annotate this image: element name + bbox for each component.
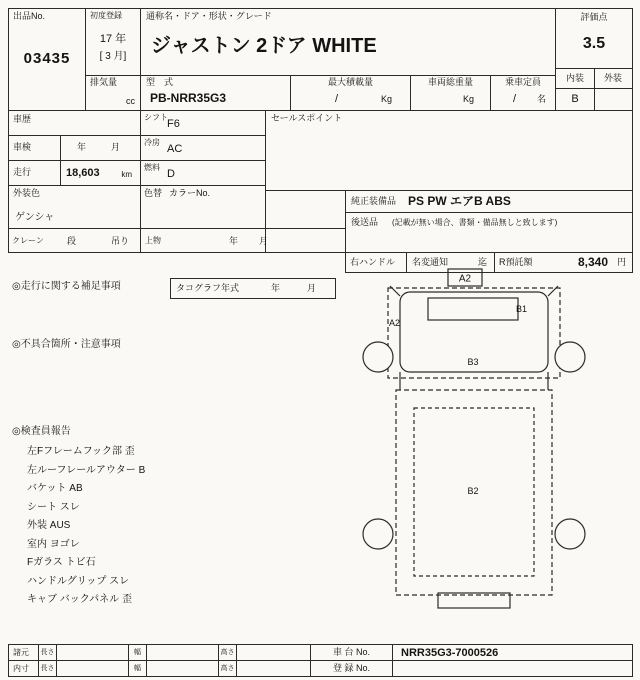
inner-width-value-cell <box>146 660 219 677</box>
inspector-report-item: バケット AB <box>27 483 83 494</box>
diagram-label-a2-left: A2 <box>389 318 401 328</box>
inspection-value-cell <box>60 135 141 161</box>
history-cell <box>8 110 141 136</box>
gross-weight-cell <box>410 75 491 111</box>
gross-weight-unit: Kg <box>462 94 474 104</box>
exterior-label: 外装 <box>603 73 622 83</box>
later-items-cell <box>345 212 633 253</box>
equipment-cell <box>345 190 633 213</box>
mileage-label: 走行 <box>13 167 32 177</box>
fuel-label: 燃料 <box>144 163 160 172</box>
inner-height-label: 高さ <box>220 665 235 672</box>
inner-width-label: 幅 <box>134 665 141 672</box>
equipment-label: 純正装備品 <box>351 196 397 206</box>
shift-cell <box>140 110 266 136</box>
max-load-cell <box>290 75 411 111</box>
cooling-value: AC <box>167 143 183 155</box>
inspector-report-item: 左ルーフレールアウター B <box>27 464 146 476</box>
vehicle-name: ジャストン 2ドア WHITE <box>151 35 377 57</box>
crane-label: クレーン <box>12 236 44 245</box>
chassis-value-cell <box>392 644 633 661</box>
color-change-cell <box>140 185 266 229</box>
first-registration-label: 初度登録 <box>90 11 122 20</box>
interior-grade: B <box>571 93 579 105</box>
vehicle-damage-diagram <box>340 262 635 640</box>
inspector-report-list <box>27 443 145 610</box>
crane-step-label: 段 <box>67 236 77 246</box>
displacement-label: 排気量 <box>90 77 118 87</box>
inner-length-value-cell <box>56 660 129 677</box>
mileage-value-cell <box>60 160 141 186</box>
diagram-label-a2-top: A2 <box>458 273 472 285</box>
inspector-report-item: 室内 ヨゴレ <box>27 538 80 550</box>
later-items-note: (記載が無い場合、書類・備品無しと致します) <box>392 218 558 227</box>
until-label: 迄 <box>478 257 488 267</box>
score-label: 評価点 <box>580 12 608 22</box>
spec-width-label-cell <box>128 644 147 661</box>
vehicle-name-cell <box>140 8 556 76</box>
upper-body-cell <box>140 228 346 253</box>
color-change-label: 色替 <box>144 188 163 198</box>
inspector-report-item: 左Fフレームフック部 歪 <box>27 446 135 457</box>
inner-width-label-cell <box>128 660 147 677</box>
inspector-title: ◎検査員報告 <box>12 426 71 437</box>
upper-body-label: 上物 <box>145 236 161 245</box>
spec-label-cell <box>8 644 39 661</box>
mileage-unit: km <box>121 170 132 179</box>
inner-length-label-cell <box>38 660 57 677</box>
exhibit-no-value: 03435 <box>23 50 71 67</box>
inner-height-value-cell <box>236 660 311 677</box>
exterior-color-label: 外装色 <box>13 188 41 198</box>
exterior-color-value: ゲンシャ <box>15 212 55 223</box>
model-label: 型 式 <box>146 77 174 87</box>
interior-label: 内装 <box>565 73 584 83</box>
registration-label-cell <box>310 660 393 677</box>
capacity-label: 乗車定員 <box>504 77 541 87</box>
sales-point-label: セールスポイント <box>271 113 343 123</box>
spec-length-label: 長さ <box>40 649 55 656</box>
vehicle-name-header: 通称名・ドア・形状・グレード <box>146 11 272 21</box>
deposit-unit: 円 <box>616 257 626 267</box>
handle-label: 右ハンドル <box>350 257 396 267</box>
deposit-value: 8,340 <box>577 255 608 269</box>
displacement-unit: cc <box>126 96 135 107</box>
color-no-label: カラーNo. <box>169 188 211 198</box>
model-cell <box>140 75 291 111</box>
sales-point-cell <box>265 110 633 191</box>
equipment-value: PS PW エアB ABS <box>408 194 511 208</box>
registration-value-cell <box>392 660 633 677</box>
spec-height-label-cell <box>218 644 237 661</box>
diagram-label-b3: B3 <box>467 357 479 367</box>
diagram-label-b1: B1 <box>516 304 528 314</box>
max-load-value: / <box>335 93 339 105</box>
fuel-value: D <box>167 168 175 180</box>
max-load-unit: Kg <box>380 94 392 104</box>
spec-length-label-cell <box>38 644 57 661</box>
chassis-no-value: NRR35G3-7000526 <box>401 647 499 659</box>
diagram-wheel-rear-right <box>555 519 585 549</box>
inspection-month: 月 <box>111 142 121 152</box>
exhibit-no-cell <box>8 8 86 111</box>
score-value: 3.5 <box>582 35 606 52</box>
spec-length-value-cell <box>56 644 129 661</box>
crane-hang-label: 吊り <box>111 236 130 246</box>
upper-body-year: 年 <box>229 236 239 246</box>
tachograph-month: 月 <box>307 283 317 293</box>
gross-weight-label: 車両総重量 <box>427 77 473 87</box>
diagram-windshield <box>428 298 518 320</box>
first-registration-cell <box>85 8 141 76</box>
inspection-label: 車検 <box>13 142 32 152</box>
max-load-label: 最大積載量 <box>327 77 373 87</box>
mileage-note-title: ◎走行に関する補足事項 <box>12 281 121 292</box>
mileage-value: 18,603 <box>66 167 100 179</box>
exterior-color-cell <box>8 185 141 229</box>
first-registration-year: 17 年 <box>99 33 127 45</box>
exhibit-no-label: 出品No. <box>13 11 46 21</box>
inner-dim-label-cell <box>8 660 39 677</box>
inspection-label-cell <box>8 135 61 161</box>
inspector-report-item: キャブ バックパネル 歪 <box>27 594 132 605</box>
score-cell <box>555 8 633 69</box>
spec-height-label: 高さ <box>220 649 235 656</box>
spec-height-value-cell <box>236 644 311 661</box>
defect-title: ◎不具合箇所・注意事項 <box>12 339 121 350</box>
registration-label: 登 録 No. <box>332 663 370 673</box>
tachograph-label: タコグラフ年式 <box>176 283 240 293</box>
tachograph-cell <box>170 278 336 299</box>
inspector-report-item: シート スレ <box>27 501 80 513</box>
crane-cell <box>8 228 141 253</box>
spec-width-label: 幅 <box>134 649 141 656</box>
upper-body-month: 月 <box>259 236 269 246</box>
cooling-cell <box>140 135 266 161</box>
inner-height-label-cell <box>218 660 237 677</box>
model-value: PB-NRR35G3 <box>150 91 227 105</box>
later-items-label: 後送品 <box>351 217 379 227</box>
diagram-label-b2: B2 <box>467 486 479 496</box>
tachograph-year: 年 <box>271 283 281 293</box>
displacement-cell <box>85 75 141 111</box>
inspector-report-item: 外装 AUS <box>27 520 71 531</box>
capacity-unit: 名 <box>536 94 546 104</box>
chassis-label-cell <box>310 644 393 661</box>
inner-dim-label: 内寸 <box>13 664 29 673</box>
history-label: 車歴 <box>13 114 32 124</box>
cooling-label: 冷房 <box>144 138 160 147</box>
capacity-cell <box>490 75 556 111</box>
inspector-report-item: Fガラス トビ石 <box>27 557 96 568</box>
inspector-report-item: ハンドルグリップ スレ <box>27 575 130 587</box>
grade-cell <box>555 68 633 111</box>
inspection-year: 年 <box>77 142 87 152</box>
diagram-wheel-rear-left <box>363 519 393 549</box>
shift-value: F6 <box>167 118 180 130</box>
grade-divider-h <box>556 88 632 89</box>
inner-length-label: 長さ <box>40 665 55 672</box>
diagram-wheel-front-right <box>555 342 585 372</box>
shift-label: シフト <box>144 113 168 122</box>
name-change-label: 名変通知 <box>412 257 449 267</box>
mileage-label-cell <box>8 160 61 186</box>
spec-label: 諸元 <box>13 648 29 657</box>
chassis-label: 車 台 No. <box>332 647 370 657</box>
capacity-value: / <box>513 93 517 105</box>
deposit-label: R預託額 <box>499 257 533 267</box>
spec-width-value-cell <box>146 644 219 661</box>
fuel-cell <box>140 160 266 186</box>
diagram-wheel-front-left <box>363 342 393 372</box>
first-registration-month: [ 3 月] <box>99 51 127 62</box>
